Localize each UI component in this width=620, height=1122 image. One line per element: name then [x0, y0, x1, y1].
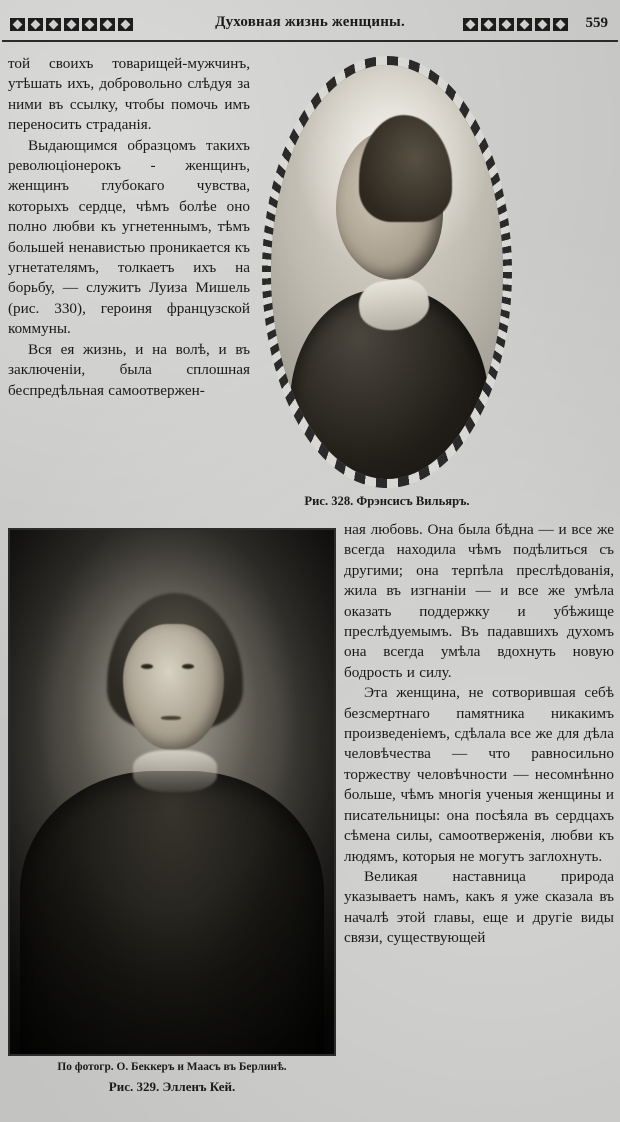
portrait-illustration	[271, 65, 503, 479]
running-head-title: Духовная жизнь женщины.	[215, 14, 405, 30]
ornament-diamond-icon	[463, 18, 478, 31]
paragraph: Великая наставница природа указываетъ намъ, какъ я уже сказала въ началѣ этой главы, еще и другіе виды связи, существующей	[344, 867, 614, 947]
figure-329-caption: Рис. 329. Элленъ Кей.	[108, 1079, 236, 1094]
text-column-right-bottom	[344, 520, 614, 949]
ornament-diamond-icon	[499, 18, 514, 31]
paragraph: Выдающимся образцомъ такихъ революціонерокъ - женщинъ, женщинъ глубокаго чувства, которыхъ сердце, чѣмъ болѣе оно полно любви къ угнетеннымъ, тѣмъ большей ненавистью проникается къ угнетателямъ, толкаетъ ихъ на борьбу, — служитъ Луиза Мишель (рис. 330), героиня французской коммуны.	[8, 136, 250, 338]
oval-bead-frame	[262, 56, 512, 488]
ornament-right	[463, 18, 568, 31]
figure-329	[8, 528, 336, 1056]
figure-328	[262, 56, 512, 488]
portrait-vignette	[10, 530, 334, 1054]
portrait-hair	[359, 115, 452, 223]
header-rule	[2, 40, 618, 42]
paragraph: той своихъ товарищей-мужчинъ, утѣшать ихъ, добровольно слѣдуя за ними въ ссылку, чтобы помочь имъ переносить страданія.	[8, 55, 250, 134]
page-header	[8, 14, 612, 40]
figure-328-caption: Рис. 328. Фрэнсисъ Вильяръ.	[304, 494, 470, 508]
ornament-diamond-icon	[481, 18, 496, 31]
ornament-diamond-icon	[535, 18, 550, 31]
ornament-diamond-icon	[553, 18, 568, 31]
paragraph: Вся ея жизнь, и на волѣ, и въ заключеніи, была сплошная беспредѣльная самоотвержен-	[8, 340, 250, 399]
paragraph: Эта женщина, не сотворившая себѣ безсмертнаго памятника никакимъ произведеніемъ, сдѣлала все же для дѣла человѣчества — что равносильно торжеству человѣчности — несомнѣнно больше, чѣмъ многія ученыя женщины и писательницы: она посѣяла въ сердцахъ сѣмена силы, самоотверженія, любви къ людямъ, которыя не могутъ заглохнуть.	[344, 684, 614, 865]
figure-328-image	[271, 65, 503, 479]
ornament-diamond-icon	[517, 18, 532, 31]
paragraph: ная любовь. Она была бѣдна — и все же всегда находила чѣмъ подѣлиться съ другими; она терпѣла преслѣдованія, жила въ изгнаніи — и все же умѣла оказать поддержку и убѣжище преслѣдуемымъ. Въ падавшихъ духомъ она всегда умѣла вдохнуть новую бодрость и силу.	[344, 521, 614, 681]
portrait-illustration	[10, 530, 334, 1054]
text-column-left-top	[8, 54, 250, 401]
figure-329-credit: По фотогр. О. Беккеръ и Маасъ въ Берлинѣ.	[57, 1061, 287, 1073]
page-number: 559	[585, 15, 608, 31]
